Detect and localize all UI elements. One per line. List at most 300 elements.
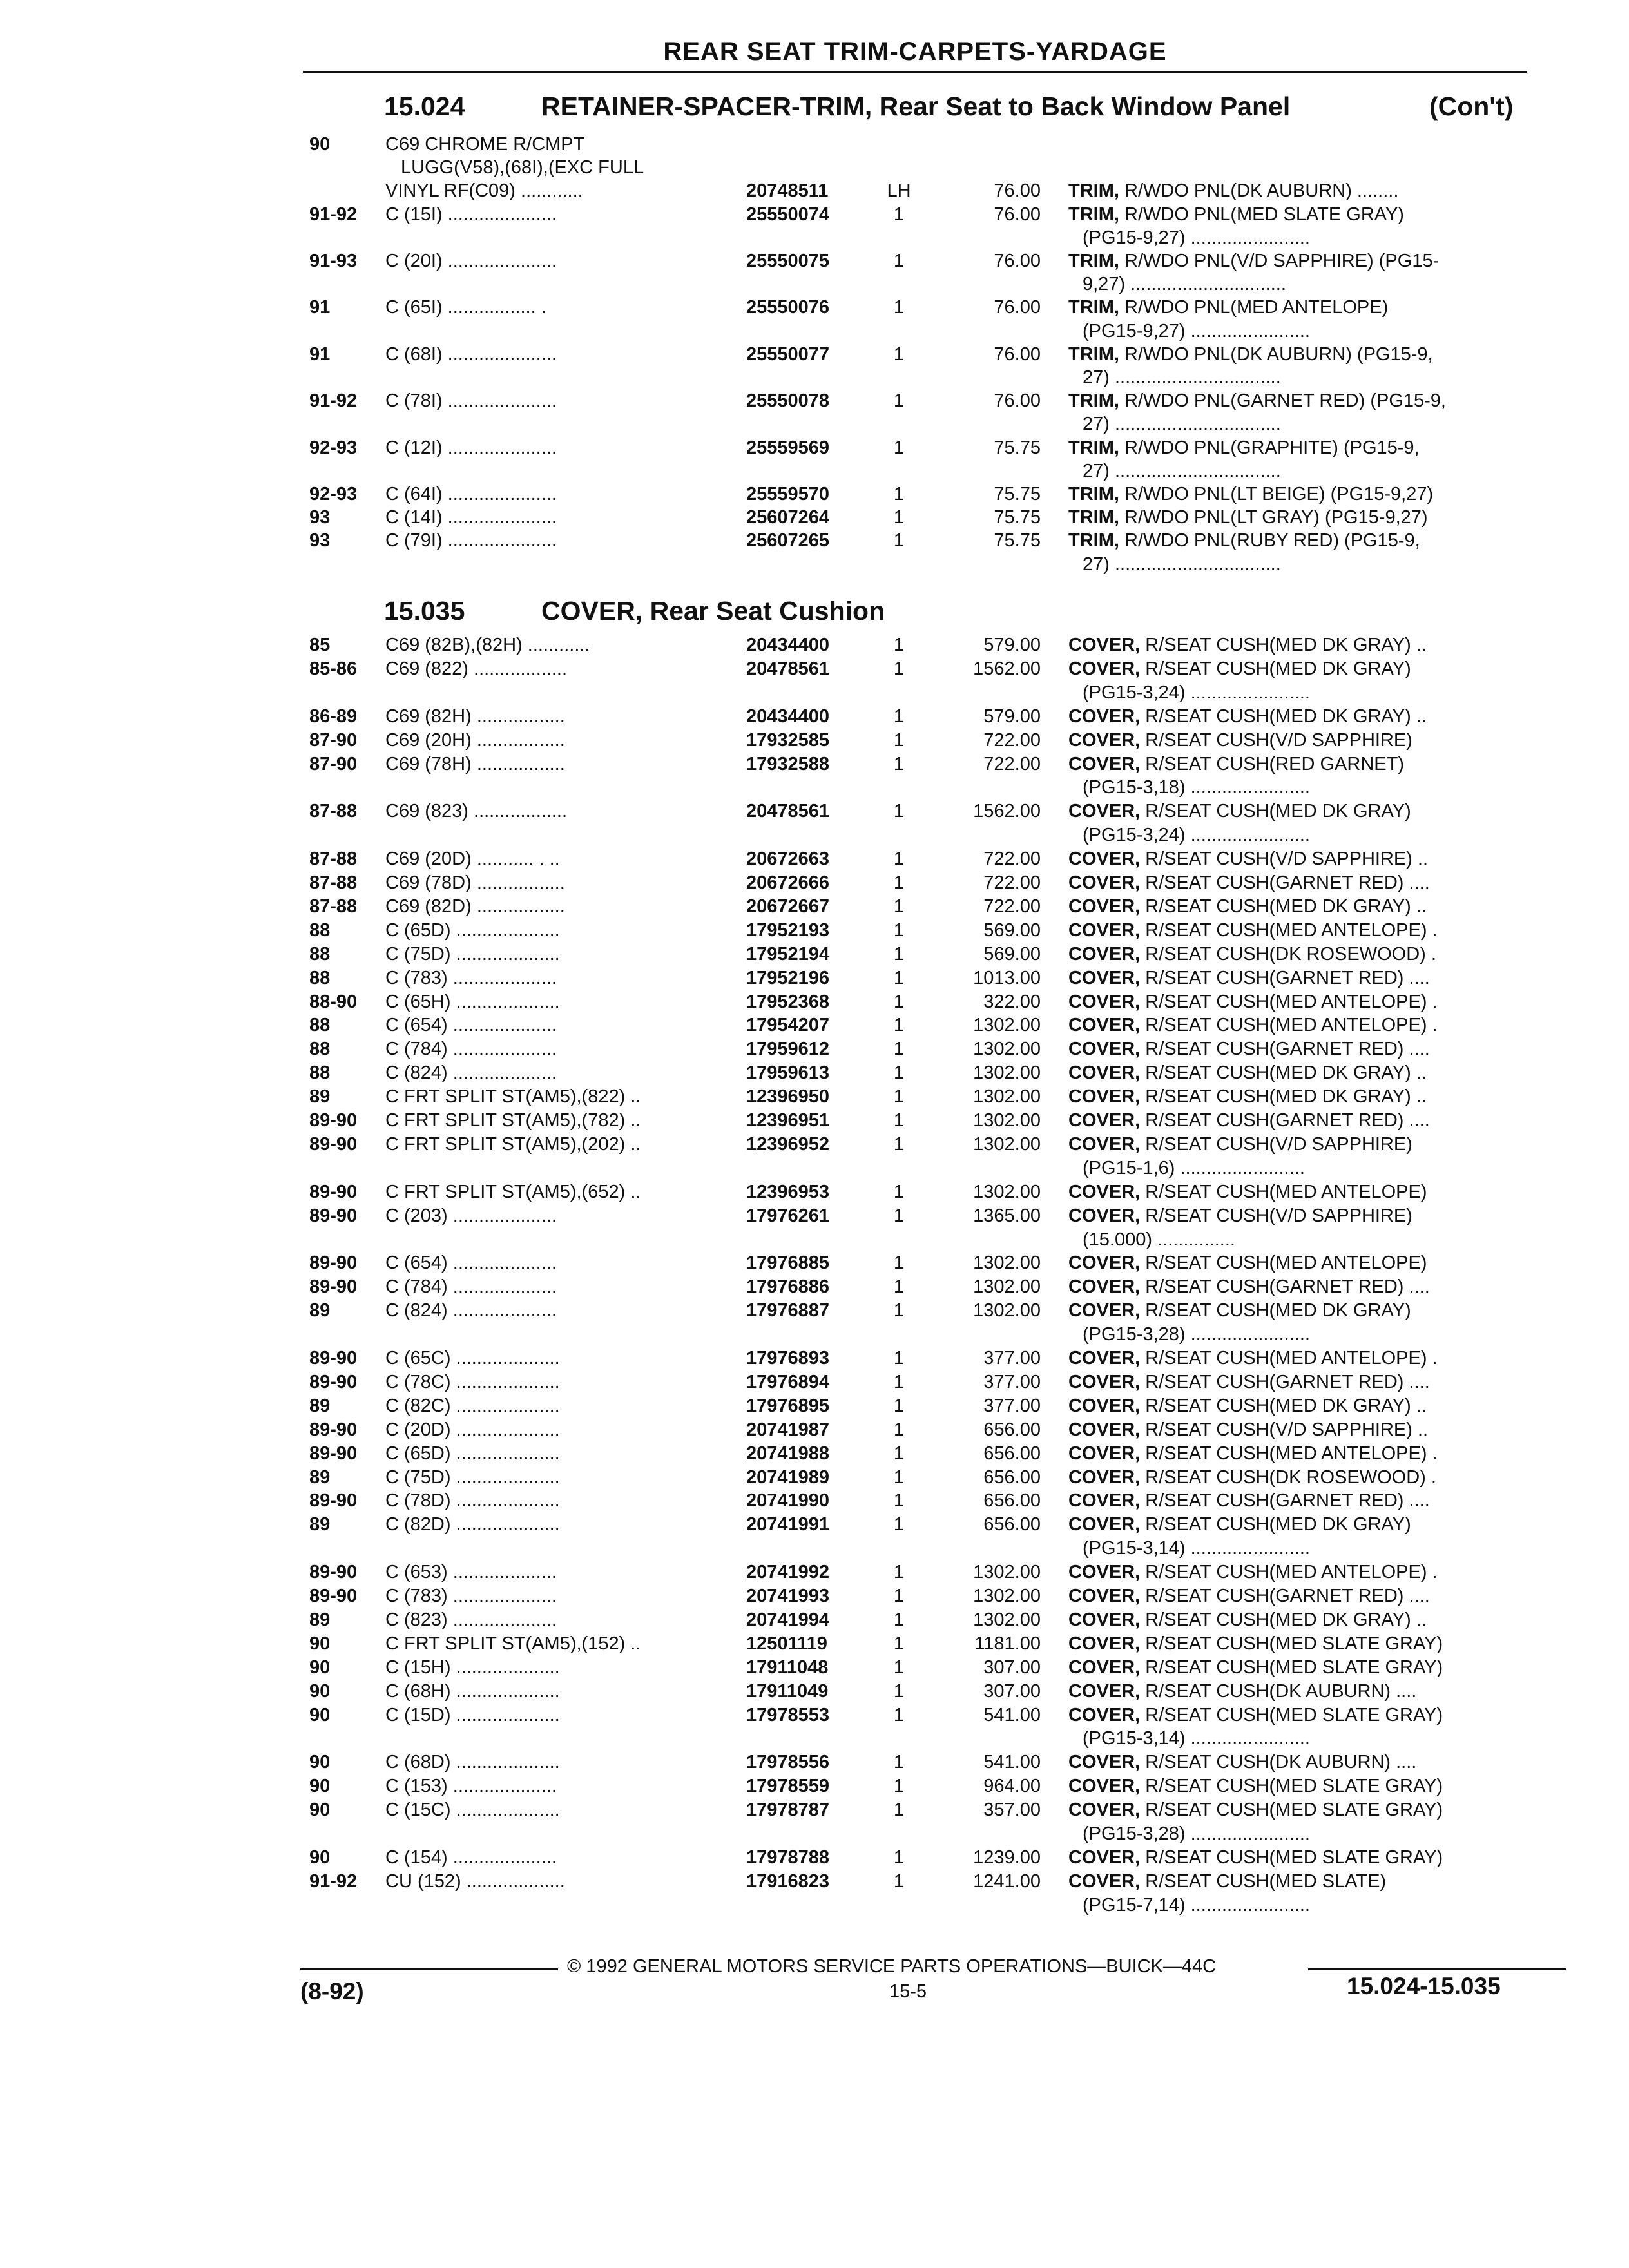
quantity: 1: [893, 896, 905, 917]
part-detail: R/WDO PNL(GARNET RED) (PG15-9,: [1124, 390, 1446, 412]
model-year: 88-90: [309, 991, 358, 1012]
part-detail: (PG15-3,28) .......................: [1083, 1823, 1310, 1844]
part-detail: R/SEAT CUSH(MED DK GRAY) ..: [1145, 1609, 1427, 1630]
part-name: [1083, 227, 1310, 249]
model-year: 89-90: [309, 1253, 358, 1274]
price: 1562.00: [973, 658, 1041, 679]
usage-description: C (784) ....................: [385, 1276, 557, 1298]
quantity: 1: [893, 1039, 905, 1060]
price: 1302.00: [973, 1086, 1041, 1108]
price: 1302.00: [973, 1253, 1041, 1274]
usage-description: C (654) ....................: [385, 1253, 557, 1274]
quantity: 1: [893, 872, 905, 893]
part-detail: R/SEAT CUSH(GARNET RED) ....: [1145, 1371, 1430, 1392]
model-year: 90: [309, 1633, 331, 1654]
price: 377.00: [983, 1348, 1041, 1369]
quantity: 1: [893, 991, 905, 1012]
price: 722.00: [983, 896, 1041, 917]
price: 76.00: [994, 204, 1041, 225]
model-year: 86-89: [309, 706, 358, 727]
part-number: 12396952: [746, 1133, 830, 1155]
quantity: 1: [893, 1300, 905, 1321]
part-number: 17976886: [746, 1276, 830, 1298]
quantity: 1: [893, 1490, 905, 1512]
part-name: [1068, 204, 1404, 226]
part-number: 20741992: [746, 1562, 830, 1583]
usage-description: C (64I) .....................: [385, 484, 557, 505]
model-year: 89: [309, 1514, 331, 1535]
price: 541.00: [983, 1752, 1041, 1773]
usage-description: C (783) ....................: [385, 1586, 557, 1606]
part-number: 25550077: [746, 343, 830, 365]
model-year: 89-90: [309, 1562, 358, 1583]
part-name: [1068, 872, 1430, 894]
quantity: 1: [893, 919, 905, 941]
usage-description: C69 (823) ..................: [385, 801, 568, 822]
part-name: [1068, 1681, 1416, 1702]
part-name: [1068, 992, 1438, 1013]
part-noun: COVER,: [1068, 635, 1141, 655]
part-noun: COVER,: [1068, 896, 1141, 917]
price: 76.00: [994, 343, 1041, 365]
usage-description: C (784) ....................: [385, 1039, 557, 1060]
usage-description: C (65D) ....................: [385, 919, 560, 941]
part-name: [1068, 801, 1411, 822]
model-year: 89-90: [309, 1133, 358, 1155]
price: 76.00: [994, 390, 1041, 412]
part-name: [1083, 1823, 1310, 1845]
part-detail: R/SEAT CUSH(MED DK GRAY) ..: [1145, 635, 1427, 655]
usage-description: C (824) ....................: [385, 1062, 557, 1084]
quantity: 1: [893, 1181, 905, 1202]
part-noun: COVER,: [1068, 1609, 1141, 1630]
part-number: 20478561: [746, 658, 830, 679]
part-noun: COVER,: [1068, 1800, 1141, 1821]
usage-description: C (78C) ....................: [385, 1371, 560, 1392]
part-name: [1068, 1396, 1427, 1417]
part-number: 25550075: [746, 251, 830, 271]
model-year: 88: [309, 919, 331, 941]
part-detail: R/SEAT CUSH(MED SLATE): [1145, 1870, 1387, 1892]
part-detail: 27) ................................: [1083, 367, 1281, 388]
part-detail: 27) ................................: [1083, 460, 1281, 481]
part-name: [1068, 484, 1433, 505]
quantity: 1: [893, 1348, 905, 1369]
price: 656.00: [983, 1514, 1041, 1535]
usage-description: C (15C) ....................: [385, 1800, 560, 1821]
usage-description: C (75D) ....................: [385, 1466, 560, 1488]
quantity: 1: [893, 635, 905, 655]
part-noun: COVER,: [1068, 1704, 1141, 1725]
part-detail: (PG15-3,28) .......................: [1083, 1324, 1310, 1345]
part-detail: R/SEAT CUSH(MED ANTELOPE) .: [1145, 919, 1438, 941]
part-number: 17978553: [746, 1704, 830, 1725]
part-number: 17911049: [746, 1680, 829, 1702]
part-detail: (PG15-3,14) .......................: [1083, 1728, 1310, 1749]
price: 1302.00: [973, 1609, 1041, 1630]
price: 579.00: [983, 706, 1041, 727]
quantity: 1: [893, 849, 905, 870]
part-noun: COVER,: [1068, 1466, 1141, 1488]
usage-description: C (79I) .....................: [385, 530, 557, 552]
model-year: 89-90: [309, 1110, 358, 1131]
usage-description: C FRT SPLIT ST(AM5),(152) ..: [385, 1633, 641, 1654]
part-number: 20672666: [746, 872, 830, 893]
part-number: 17952193: [746, 919, 830, 941]
part-number: 25559570: [746, 484, 830, 505]
usage-description: C (20I) .....................: [385, 251, 557, 271]
quantity: 1: [893, 343, 905, 365]
part-detail: 27) ................................: [1083, 553, 1281, 575]
part-number: 17976887: [746, 1300, 830, 1321]
price: 1302.00: [973, 1586, 1041, 1606]
part-detail: (15.000) ...............: [1083, 1229, 1235, 1250]
part-name: [1068, 944, 1436, 965]
part-name: [1068, 1300, 1411, 1321]
part-number: 20434400: [746, 635, 830, 655]
usage-description: C (203) ....................: [385, 1205, 557, 1226]
part-detail: R/SEAT CUSH(MED DK GRAY) ..: [1145, 1395, 1427, 1416]
price: 307.00: [983, 1657, 1041, 1678]
part-number: 12501119: [746, 1633, 827, 1654]
part-number: 25607264: [746, 507, 830, 528]
part-number: 20741993: [746, 1586, 830, 1606]
model-year: 89: [309, 1086, 331, 1108]
model-year: 88: [309, 1015, 331, 1036]
part-name: [1083, 1538, 1310, 1559]
part-name: [1083, 414, 1281, 435]
model-year: 89: [309, 1395, 331, 1416]
part-noun: COVER,: [1068, 991, 1141, 1012]
quantity: 1: [893, 390, 905, 412]
usage-description: C (68D) ....................: [385, 1752, 560, 1773]
price: 722.00: [983, 753, 1041, 774]
part-detail: (PG15-7,14) .......................: [1083, 1894, 1310, 1916]
part-name: [1083, 321, 1310, 342]
quantity: 1: [893, 1371, 905, 1392]
model-year: 90: [309, 134, 331, 155]
price: 1302.00: [973, 1039, 1041, 1060]
part-noun: COVER,: [1068, 801, 1141, 822]
part-name: [1068, 1705, 1443, 1726]
part-noun: COVER,: [1068, 1443, 1141, 1464]
part-number: 17976893: [746, 1348, 830, 1369]
part-detail: R/WDO PNL(DK AUBURN) ........: [1124, 180, 1399, 202]
model-year: 89: [309, 1466, 331, 1488]
part-detail: R/SEAT CUSH(MED SLATE GRAY): [1145, 1776, 1443, 1797]
usage-description: C (15D) ....................: [385, 1704, 560, 1725]
model-year: 87-88: [309, 801, 358, 822]
model-year: 89: [309, 1609, 331, 1630]
section-range: 15.024-15.035: [1347, 1973, 1501, 1999]
model-year: 88: [309, 1062, 331, 1084]
usage-description: C (78I) .....................: [385, 390, 557, 412]
quantity: 1: [893, 1395, 905, 1416]
usage-description: C (12I) .....................: [385, 437, 557, 458]
part-number: 20741994: [746, 1609, 830, 1630]
part-noun: COVER,: [1068, 706, 1141, 727]
model-year: 91-93: [309, 251, 358, 271]
usage-description: C (15H) ....................: [385, 1657, 560, 1678]
model-year: 87-90: [309, 753, 358, 774]
part-name: [1068, 1110, 1430, 1131]
price: 1239.00: [973, 1847, 1041, 1868]
usage-description: C69 (82D) .................: [385, 896, 565, 917]
quantity: 1: [893, 507, 905, 528]
part-number: 25550078: [746, 390, 830, 412]
model-year: 90: [309, 1680, 331, 1702]
price: 307.00: [983, 1680, 1041, 1702]
part-number: 17978556: [746, 1752, 830, 1773]
part-detail: (PG15-9,27) .......................: [1083, 227, 1310, 248]
quantity: 1: [893, 1443, 905, 1464]
usage-description: C (14I) .....................: [385, 507, 557, 528]
part-number: 17976895: [746, 1395, 830, 1416]
part-noun: COVER,: [1068, 943, 1141, 965]
part-noun: COVER,: [1068, 1395, 1141, 1416]
usage-description: C FRT SPLIT ST(AM5),(822) ..: [385, 1086, 641, 1108]
part-detail: R/SEAT CUSH(MED DK GRAY) ..: [1145, 1062, 1427, 1084]
usage-description: C (783) ....................: [385, 967, 557, 988]
part-name: [1068, 1182, 1427, 1203]
quantity: 1: [893, 1870, 905, 1892]
quantity: 1: [893, 1586, 905, 1606]
part-name: [1083, 1895, 1310, 1916]
model-year: 89-90: [309, 1181, 358, 1202]
part-number: 17911048: [746, 1657, 829, 1678]
quantity: 1: [893, 1133, 905, 1155]
part-name: [1068, 1419, 1428, 1441]
part-name: [1083, 1158, 1305, 1179]
part-noun: COVER,: [1068, 1419, 1141, 1440]
quantity: 1: [893, 204, 905, 225]
usage-description: C (654) ....................: [385, 1015, 557, 1036]
part-detail: R/SEAT CUSH(MED DK GRAY) ..: [1145, 706, 1427, 727]
usage-description: C (65C) ....................: [385, 1348, 560, 1369]
model-year: 90: [309, 1704, 331, 1725]
part-name: [1068, 706, 1427, 727]
quantity: 1: [893, 1800, 905, 1821]
quantity: 1: [893, 484, 905, 505]
price: 75.75: [994, 530, 1041, 552]
part-name: [1083, 777, 1310, 798]
part-noun: TRIM,: [1068, 437, 1119, 458]
price: 1302.00: [973, 1133, 1041, 1155]
part-number: 25607265: [746, 530, 830, 552]
quantity: 1: [893, 1680, 905, 1702]
quantity: 1: [893, 1086, 905, 1108]
part-detail: R/SEAT CUSH(MED ANTELOPE): [1145, 1253, 1427, 1274]
part-number: 20434400: [746, 706, 830, 727]
part-number: 20741989: [746, 1466, 830, 1488]
model-year: 89-90: [309, 1348, 358, 1369]
quantity: 1: [893, 1276, 905, 1298]
part-name: [1068, 251, 1439, 272]
price: 1241.00: [973, 1870, 1041, 1892]
model-year: 89-90: [309, 1586, 358, 1606]
part-noun: COVER,: [1068, 1847, 1141, 1868]
part-detail: R/WDO PNL(MED ANTELOPE): [1124, 297, 1389, 318]
part-detail: R/SEAT CUSH(GARNET RED) ....: [1145, 1039, 1430, 1060]
usage-description: C (78D) ....................: [385, 1490, 560, 1512]
usage-description: C (75D) ....................: [385, 943, 560, 965]
quantity: 1: [893, 706, 905, 727]
price: 76.00: [994, 180, 1041, 202]
price: 75.75: [994, 507, 1041, 528]
copyright-line: © 1992 GENERAL MOTORS SERVICE PARTS OPERATIONS—BUICK—44C: [567, 1956, 1217, 1977]
part-name: [1083, 554, 1281, 575]
usage-description: C (68I) .....................: [385, 343, 557, 365]
price: 1302.00: [973, 1300, 1041, 1321]
usage-description: C FRT SPLIT ST(AM5),(652) ..: [385, 1181, 641, 1202]
price: 76.00: [994, 297, 1041, 318]
model-year: 90: [309, 1776, 331, 1797]
usage-description: C (154) ....................: [385, 1847, 557, 1868]
part-detail: R/SEAT CUSH(DK AUBURN) ....: [1145, 1752, 1417, 1773]
part-noun: COVER,: [1068, 753, 1141, 774]
part-noun: TRIM,: [1068, 204, 1119, 225]
part-number: 20741991: [746, 1514, 830, 1535]
part-noun: TRIM,: [1068, 343, 1119, 365]
part-number: 17916823: [746, 1870, 830, 1892]
part-noun: COVER,: [1068, 1514, 1141, 1535]
part-detail: R/SEAT CUSH(DK ROSEWOOD) .: [1145, 1466, 1436, 1488]
part-detail: R/SEAT CUSH(MED SLATE GRAY): [1145, 1847, 1443, 1868]
part-noun: COVER,: [1068, 1586, 1141, 1606]
part-detail: (PG15-3,24) .......................: [1083, 682, 1310, 703]
part-name: [1068, 896, 1427, 918]
part-noun: COVER,: [1068, 1562, 1141, 1583]
part-detail: R/SEAT CUSH(V/D SAPPHIRE): [1145, 1133, 1412, 1155]
usage-description: C (65D) ....................: [385, 1443, 560, 1464]
part-number: 20741987: [746, 1419, 830, 1440]
part-number: 17959613: [746, 1062, 830, 1084]
usage-description: C69 (78H) .................: [385, 753, 565, 774]
price: 541.00: [983, 1704, 1041, 1725]
part-detail: R/WDO PNL(MED SLATE GRAY): [1124, 204, 1404, 225]
part-detail: R/WDO PNL(LT GRAY) (PG15-9,27): [1124, 507, 1428, 528]
part-name: [1068, 1871, 1386, 1892]
part-name: [1083, 461, 1281, 482]
quantity: 1: [893, 1633, 905, 1654]
part-name: [1068, 920, 1438, 941]
part-detail: 27) ................................: [1083, 414, 1281, 435]
footer-rule-left: [300, 1968, 558, 1970]
model-year: 90: [309, 1752, 331, 1773]
part-name: [1068, 507, 1428, 528]
part-noun: COVER,: [1068, 1133, 1141, 1155]
part-noun: COVER,: [1068, 1062, 1141, 1084]
usage-description: VINYL RF(C09) ............: [385, 180, 583, 202]
price: 1365.00: [973, 1205, 1041, 1226]
part-number: 12396953: [746, 1181, 830, 1202]
part-detail: R/SEAT CUSH(GARNET RED) ....: [1145, 967, 1430, 988]
part-name: [1068, 1134, 1412, 1155]
part-noun: COVER,: [1068, 1752, 1141, 1773]
part-detail: R/SEAT CUSH(MED ANTELOPE) .: [1145, 991, 1438, 1012]
part-name: [1068, 1776, 1443, 1797]
part-name: [1068, 1372, 1430, 1393]
price: 569.00: [983, 919, 1041, 941]
part-number: 20672663: [746, 849, 830, 870]
model-year: 85-86: [309, 658, 358, 679]
part-number: 20478561: [746, 801, 830, 822]
model-year: 93: [309, 530, 331, 552]
quantity: 1: [893, 1704, 905, 1725]
model-year: 90: [309, 1847, 331, 1868]
price: 357.00: [983, 1800, 1041, 1821]
price: 722.00: [983, 872, 1041, 893]
price: 1562.00: [973, 801, 1041, 822]
model-year: 91-92: [309, 390, 358, 412]
part-detail: 9,27) ..............................: [1083, 274, 1286, 295]
part-detail: R/SEAT CUSH(V/D SAPPHIRE) ..: [1145, 1419, 1429, 1440]
part-detail: R/WDO PNL(LT BEIGE) (PG15-9,27): [1124, 484, 1434, 505]
price: 1013.00: [973, 967, 1041, 988]
usage-description: LUGG(V58),(68I),(EXC FULL: [401, 157, 644, 178]
header-rule: [303, 71, 1527, 73]
part-noun: COVER,: [1068, 1348, 1141, 1369]
part-name: [1068, 1015, 1438, 1036]
part-noun: COVER,: [1068, 872, 1141, 893]
part-name: [1083, 1728, 1310, 1749]
model-year: 92-93: [309, 484, 358, 505]
part-name: [1083, 274, 1286, 295]
quantity: 1: [893, 1609, 905, 1630]
part-name: [1068, 968, 1430, 989]
part-noun: TRIM,: [1068, 484, 1119, 505]
part-name: [1083, 825, 1310, 846]
part-noun: COVER,: [1068, 1205, 1141, 1226]
model-year: 93: [309, 507, 331, 528]
part-noun: COVER,: [1068, 1490, 1141, 1512]
usage-description: C (653) ....................: [385, 1562, 557, 1583]
part-noun: COVER,: [1068, 1870, 1141, 1892]
model-year: 87-90: [309, 729, 358, 751]
part-number: 20672667: [746, 896, 830, 917]
part-noun: TRIM,: [1068, 180, 1119, 202]
part-number: 17978559: [746, 1776, 830, 1797]
quantity: 1: [893, 658, 905, 679]
footer-rule-right: [1308, 1968, 1566, 1970]
part-detail: R/SEAT CUSH(MED ANTELOPE) .: [1145, 1348, 1438, 1369]
part-number: 20741990: [746, 1490, 830, 1512]
part-number: 17976885: [746, 1253, 830, 1274]
part-detail: R/SEAT CUSH(DK AUBURN) ....: [1145, 1680, 1417, 1702]
usage-description: C (65H) ....................: [385, 991, 560, 1012]
model-year: 89: [309, 1300, 331, 1321]
model-year: 90: [309, 1657, 331, 1678]
usage-description: C (824) ....................: [385, 1300, 557, 1321]
part-number: 17952196: [746, 967, 830, 988]
part-detail: R/SEAT CUSH(MED SLATE GRAY): [1145, 1657, 1443, 1678]
section-header-15-024: [0, 91, 1629, 128]
price: 1302.00: [973, 1110, 1041, 1131]
quantity: 1: [893, 1847, 905, 1868]
usage-description: C69 (20H) .................: [385, 729, 565, 751]
part-noun: COVER,: [1068, 729, 1141, 751]
part-number: 20748511: [746, 180, 829, 202]
price: 1302.00: [973, 1276, 1041, 1298]
part-number: 17952194: [746, 943, 830, 965]
part-detail: R/WDO PNL(GRAPHITE) (PG15-9,: [1124, 437, 1420, 458]
part-detail: R/SEAT CUSH(GARNET RED) ....: [1145, 1276, 1430, 1298]
price: 1302.00: [973, 1562, 1041, 1583]
part-number: 17976894: [746, 1371, 830, 1392]
part-detail: R/SEAT CUSH(MED ANTELOPE) .: [1145, 1015, 1438, 1036]
part-noun: COVER,: [1068, 1110, 1141, 1131]
usage-description: C FRT SPLIT ST(AM5),(202) ..: [385, 1133, 641, 1155]
